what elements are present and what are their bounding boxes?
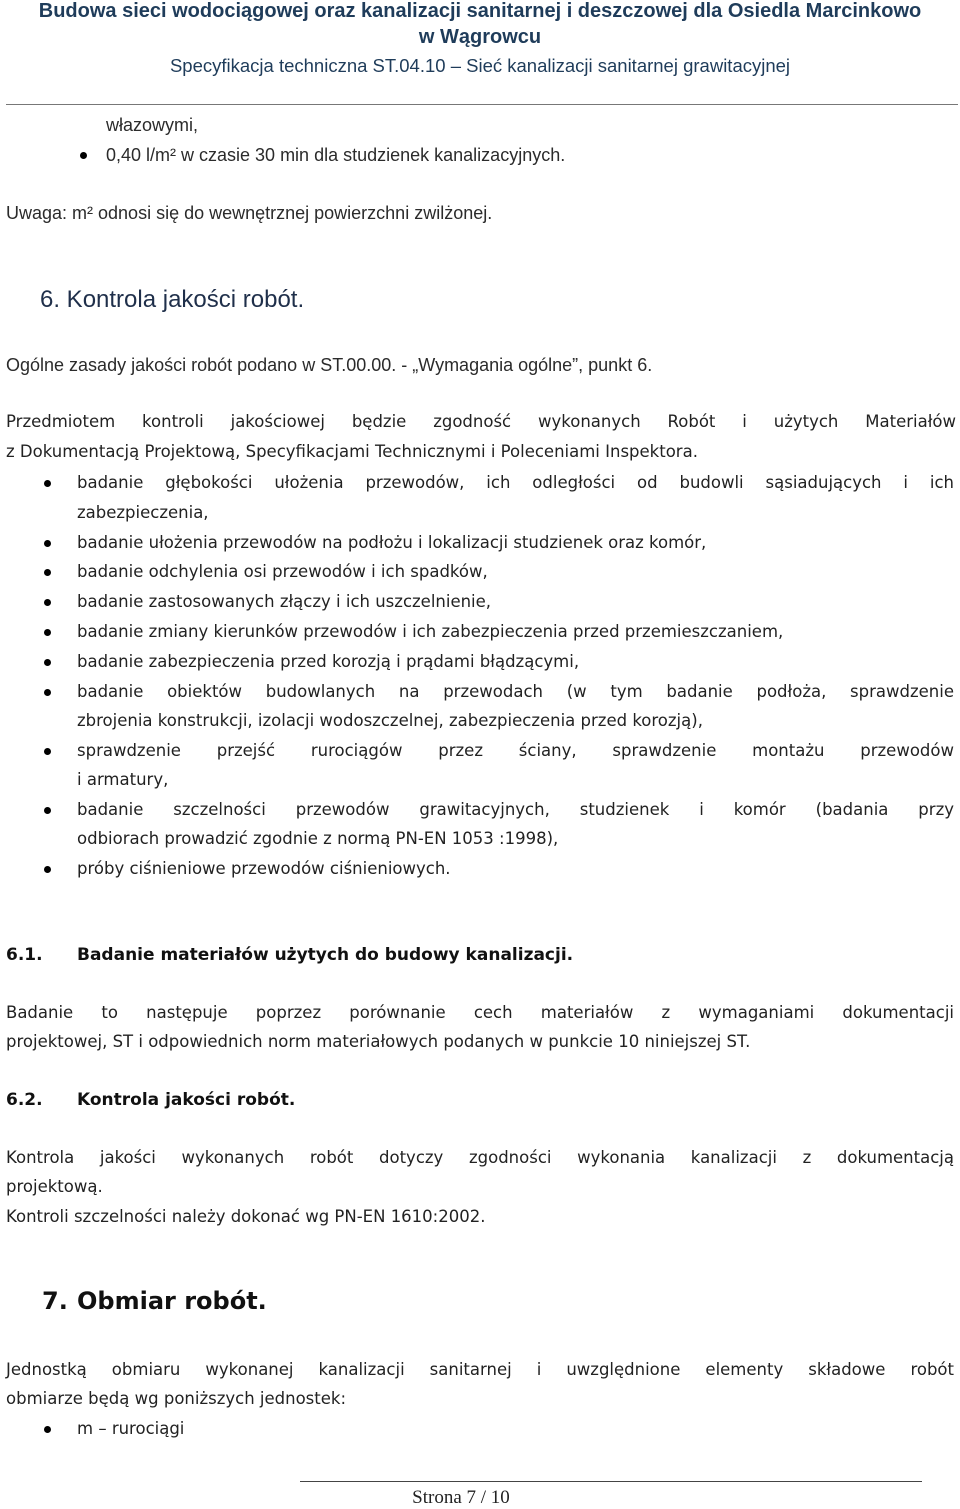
- note-text: Uwaga: m² odnosi się do wewnętrznej powierzchni zwilżonej.: [6, 203, 493, 223]
- paragraph-line: projektowej, ST i odpowiednich norm materiałowych podanych w punkcie 10 niniejszej ST.: [6, 1032, 751, 1051]
- section-7-number: 7.: [42, 1287, 68, 1315]
- bullet-icon: [44, 1426, 51, 1433]
- bullet-icon: [44, 807, 51, 814]
- paragraph-line: z Dokumentacją Projektową, Specyfikacjami Technicznymi i Poleceniami Inspektora.: [6, 442, 698, 461]
- section-6-1-number: 6.1.: [6, 945, 43, 965]
- list-item: m – rurociągi: [77, 1419, 185, 1438]
- paragraph-line: Badanie to następuje poprzez porównanie cech materiałów z wymaganiami dokumentacji: [6, 1003, 954, 1022]
- continued-text: włazowymi,: [106, 115, 199, 135]
- list-item-continued: odbiorach prowadzić zgodnie z normą PN-EN 1053 :1998),: [77, 829, 559, 848]
- list-item-continued: i armatury,: [77, 770, 169, 789]
- bullet-icon: [44, 689, 51, 696]
- header-rule: [6, 104, 958, 105]
- list-item: badanie ułożenia przewodów na podłożu i lokalizacji studzienek oraz komór,: [77, 533, 707, 552]
- footer-rule: [300, 1481, 922, 1482]
- bullet-icon: [44, 480, 51, 487]
- paragraph-line: Jednostką obmiaru wykonanej kanalizacji sanitarnej i uwzględnione elementy składowe robót: [6, 1360, 954, 1379]
- list-item: badanie głębokości ułożenia przewodów, ich odległości od budowli sąsiadujących i ich: [77, 473, 954, 492]
- list-item: badanie szczelności przewodów grawitacyjnych, studzienek i komór (badania przy: [77, 800, 954, 819]
- paragraph-line: Kontroli szczelności należy dokonać wg PN-EN 1610:2002.: [6, 1207, 486, 1226]
- bullet-icon: [44, 569, 51, 576]
- section-6-intro: Ogólne zasady jakości robót podano w ST.00.00. - „Wymagania ogólne”, punkt 6.: [6, 355, 653, 375]
- paragraph-line: Kontrola jakości wykonanych robót dotyczy zgodności wykonania kanalizacji z dokumentacją: [6, 1148, 954, 1167]
- paragraph-line: Przedmiotem kontroli jakościowej będzie zgodność wykonanych Robót i użytych Materiałów: [6, 412, 956, 431]
- header-title-line-1: Budowa sieci wodociągowej oraz kanalizacji sanitarnej i deszczowej dla Osiedla Marcinkowo: [38, 0, 922, 22]
- paragraph-line: obmiarze będą wg poniższych jednostek:: [6, 1389, 347, 1408]
- list-item: badanie odchylenia osi przewodów i ich spadków,: [77, 562, 488, 581]
- section-7-title: Obmiar robót.: [77, 1287, 267, 1315]
- header-title-line-2: w Wągrowcu: [418, 26, 542, 48]
- list-item: sprawdzenie przejść rurociągów przez ściany, sprawdzenie montażu przewodów: [77, 741, 954, 760]
- bullet-icon: [44, 659, 51, 666]
- bullet-icon: [44, 540, 51, 547]
- list-item-continued: zbrojenia konstrukcji, izolacji wodoszczelnej, zabezpieczenia przed korozją),: [77, 711, 703, 730]
- list-item: badanie zastosowanych złączy i ich uszczelnienie,: [77, 592, 492, 611]
- list-item: badanie obiektów budowlanych na przewodach (w tym badanie podłoża, sprawdzenie: [77, 682, 954, 701]
- section-6-1-title: Badanie materiałów użytych do budowy kanalizacji.: [77, 945, 574, 965]
- list-item: 0,40 l/m² w czasie 30 min dla studzienek kanalizacyjnych.: [106, 145, 566, 165]
- list-item: badanie zabezpieczenia przed korozją i prądami błądzącymi,: [77, 652, 580, 671]
- section-6-2-title: Kontrola jakości robót.: [77, 1090, 296, 1110]
- bullet-icon: [44, 599, 51, 606]
- paragraph-line: projektową.: [6, 1177, 103, 1196]
- bullet-icon: [44, 629, 51, 636]
- page-number: Strona 7 / 10: [412, 1487, 510, 1508]
- section-6-heading: 6. Kontrola jakości robót.: [40, 286, 305, 313]
- bullet-icon: [44, 748, 51, 755]
- header-spec-line: Specyfikacja techniczna ST.04.10 – Sieć kanalizacji sanitarnej grawitacyjnej: [169, 55, 791, 76]
- list-item: badanie zmiany kierunków przewodów i ich zabezpieczenia przed przemieszczaniem,: [77, 622, 784, 641]
- list-item: próby ciśnieniowe przewodów ciśnieniowych.: [77, 859, 451, 878]
- bullet-icon: [44, 866, 51, 873]
- list-item-continued: zabezpieczenia,: [77, 503, 209, 522]
- section-6-2-number: 6.2.: [6, 1090, 43, 1110]
- bullet-icon: [80, 152, 87, 159]
